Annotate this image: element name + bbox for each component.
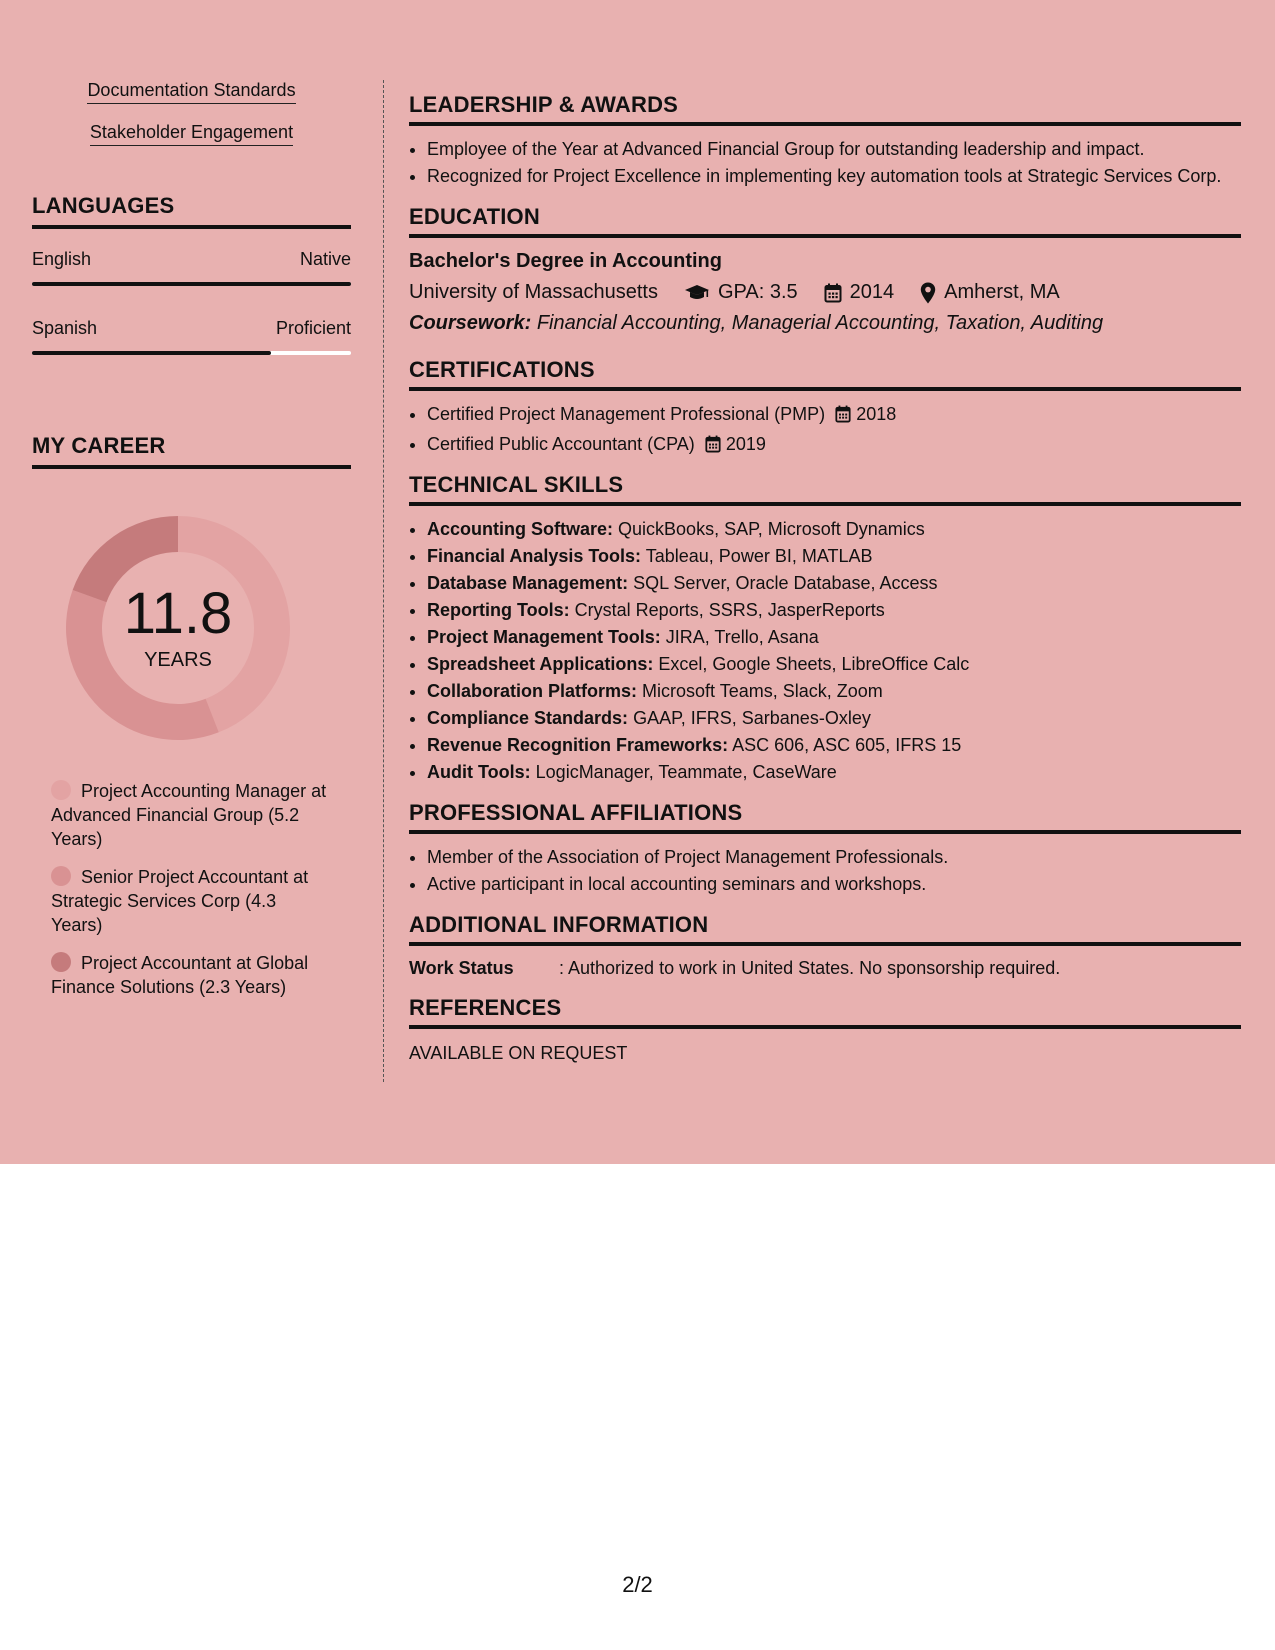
career-total-years: 11.8 — [123, 580, 233, 646]
skill-item — [427, 518, 1241, 541]
references-section — [409, 995, 1241, 1064]
references-text: AVAILABLE ON REQUEST — [409, 1043, 628, 1063]
language-name: English — [32, 249, 92, 269]
section-heading: TECHNICAL SKILLS — [409, 472, 1241, 506]
legend-dot — [51, 780, 71, 800]
career-heading: MY CAREER — [32, 433, 351, 469]
career-legend-item — [51, 779, 331, 851]
legend-dot — [51, 866, 71, 886]
list-item: • Employee of the Year at Advanced Financial Group for outstanding leadership and impact. — [427, 138, 1241, 161]
technical-skills-section — [409, 472, 1241, 784]
language-proficiency-fill — [32, 351, 271, 355]
skill-values: Microsoft Teams, Slack, Zoom — [642, 681, 883, 701]
skill-item — [427, 572, 1241, 595]
legend-dot — [51, 952, 71, 972]
skill-values: Tableau, Power BI, MATLAB — [645, 546, 873, 566]
additional-info-section — [409, 912, 1241, 979]
skill-item — [427, 761, 1241, 784]
skill-category: Project Management Tools: — [427, 627, 661, 647]
work-status-row — [409, 958, 1241, 979]
career-total-unit: YEARS — [144, 648, 212, 671]
skill-category: Compliance Standards: — [427, 708, 629, 728]
language-level: Native — [299, 249, 351, 269]
language-proficiency-bar — [32, 282, 351, 286]
certifications-section — [409, 357, 1241, 456]
list-item: • Recognized for Project Excellence in implementing key automation tools at Strategic Services Corp. — [427, 165, 1241, 188]
section-heading: PROFESSIONAL AFFILIATIONS — [409, 800, 1241, 834]
section-heading: LEADERSHIP & AWARDS — [409, 92, 1241, 126]
skill-item — [32, 80, 351, 101]
certification-year: 2018 — [856, 404, 897, 424]
skill-category: Financial Analysis Tools: — [427, 546, 642, 566]
certification-name: Certified Project Management Professional (PMP) — [427, 404, 826, 424]
language-spanish — [32, 318, 351, 355]
skill-item — [427, 680, 1241, 703]
language-proficiency-fill — [32, 282, 351, 286]
legend-label: Senior Project Accountant at Strategic Services Corp (4.3 Years) — [51, 867, 309, 935]
skill-values: SQL Server, Oracle Database, Access — [633, 573, 938, 593]
calendar-icon — [824, 283, 842, 303]
skill-item — [427, 599, 1241, 622]
coursework-label: Coursework: — [409, 312, 532, 334]
list-item: • Member of the Association of Project Management Professionals. — [427, 846, 1241, 869]
education-degree: Bachelor's Degree in Accounting — [409, 250, 722, 272]
career-legend-item — [51, 865, 331, 937]
career-legend-item — [51, 951, 331, 999]
skill-label: Documentation Standards — [87, 80, 295, 104]
education-section — [409, 204, 1241, 335]
skill-values: Crystal Reports, SSRS, JasperReports — [574, 600, 885, 620]
skill-item — [427, 545, 1241, 568]
legend-label: Project Accounting Manager at Advanced Financial Group (5.2 Years) — [51, 781, 327, 849]
work-status-value: : Authorized to work in United States. No sponsorship required. — [559, 958, 1061, 978]
skill-category: Collaboration Platforms: — [427, 681, 638, 701]
skill-values: GAAP, IFRS, Sarbanes-Oxley — [633, 708, 871, 728]
certification-year: 2019 — [725, 434, 766, 454]
page-number: 2/2 — [622, 1572, 653, 1597]
certification-item — [427, 403, 1241, 426]
skill-category: Reporting Tools: — [427, 600, 570, 620]
language-name: Spanish — [32, 318, 98, 338]
affiliations-section — [409, 800, 1241, 896]
career-legend — [51, 779, 331, 999]
certification-name: Certified Public Accountant (CPA) — [427, 434, 695, 454]
education-school: University of Massachusetts — [409, 281, 658, 303]
certification-item — [427, 433, 1241, 456]
education-year: 2014 — [849, 281, 895, 303]
sidebar — [32, 80, 351, 1013]
skill-item — [427, 653, 1241, 676]
calendar-icon — [705, 435, 721, 453]
skill-values: ASC 606, ASC 605, IFRS 15 — [732, 735, 962, 755]
skill-item — [32, 122, 351, 143]
skill-values: Excel, Google Sheets, LibreOffice Calc — [658, 654, 970, 674]
calendar-icon — [835, 405, 851, 423]
skill-category: Accounting Software: — [427, 519, 614, 539]
language-level: Proficient — [275, 318, 351, 338]
leadership-section — [409, 92, 1241, 188]
language-proficiency-bar — [32, 351, 351, 355]
column-divider — [383, 80, 384, 1082]
section-heading: ADDITIONAL INFORMATION — [409, 912, 1241, 946]
section-heading: EDUCATION — [409, 204, 1241, 238]
skill-values: LogicManager, Teammate, CaseWare — [535, 762, 837, 782]
education-location: Amherst, MA — [944, 281, 1060, 303]
skill-item — [427, 734, 1241, 757]
main-content — [409, 92, 1241, 1080]
graduation-cap-icon — [684, 284, 710, 302]
skill-item — [427, 626, 1241, 649]
career-donut-chart — [63, 513, 293, 743]
coursework-value: Financial Accounting, Managerial Accounting, Taxation, Auditing — [536, 312, 1104, 334]
skill-values: JIRA, Trello, Asana — [665, 627, 819, 647]
work-status-label: Work Status — [409, 958, 514, 978]
education-gpa: GPA: 3.5 — [717, 281, 798, 303]
legend-label: Project Accountant at Global Finance Solutions (2.3 Years) — [51, 953, 309, 997]
list-item: • Active participant in local accounting seminars and workshops. — [427, 873, 1241, 896]
skill-label: Stakeholder Engagement — [90, 122, 293, 146]
languages-heading: LANGUAGES — [32, 193, 351, 229]
section-heading: CERTIFICATIONS — [409, 357, 1241, 391]
section-heading: REFERENCES — [409, 995, 1241, 1029]
skill-category: Database Management: — [427, 573, 629, 593]
skill-category: Spreadsheet Applications: — [427, 654, 654, 674]
location-pin-icon — [920, 282, 936, 304]
language-english — [32, 249, 351, 286]
skill-values: QuickBooks, SAP, Microsoft Dynamics — [618, 519, 925, 539]
skill-item — [427, 707, 1241, 730]
skill-category: Revenue Recognition Frameworks: — [427, 735, 729, 755]
skill-category: Audit Tools: — [427, 762, 531, 782]
education-coursework — [409, 312, 1241, 335]
